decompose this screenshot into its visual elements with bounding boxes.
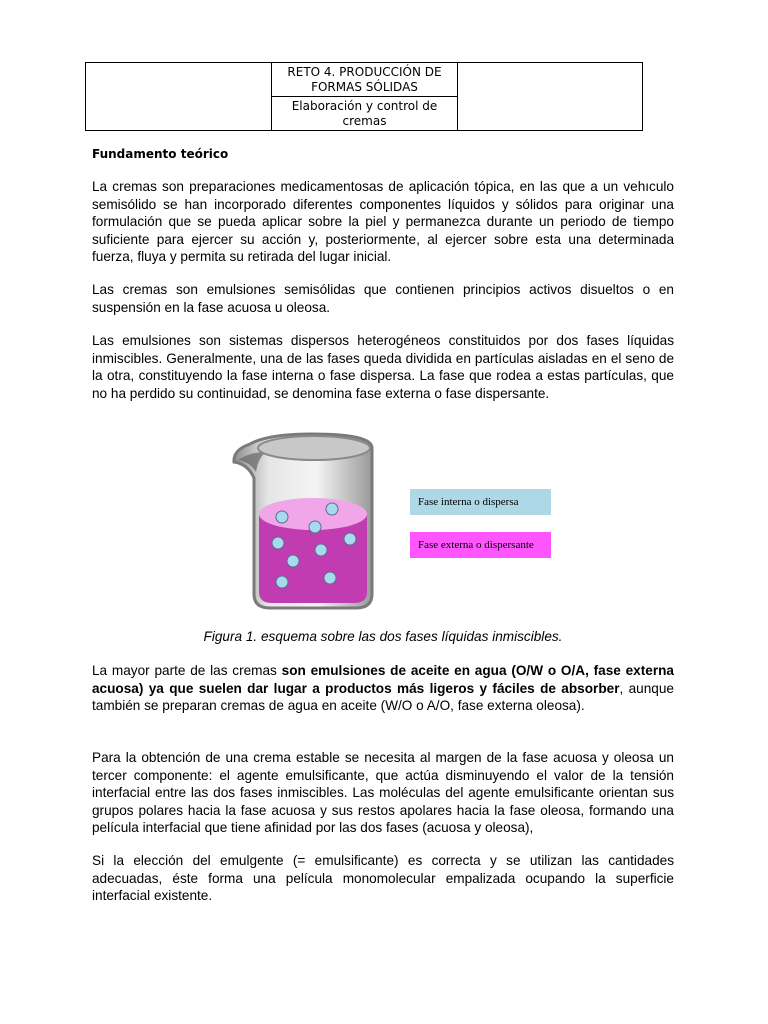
- header-title-line1: RETO 4. PRODUCCIÓN DE: [287, 64, 442, 79]
- paragraph-2: Las cremas son emulsiones semisólidas que contienen principios activos disueltos o en suspensión en la fase acuosa u oleosa.: [92, 282, 674, 315]
- legend-internal-phase: Fase interna o dispersa: [410, 489, 551, 515]
- paragraph-4-start: La mayor parte de las cremas: [92, 663, 282, 678]
- header-title-line2: FORMAS SÓLIDAS: [311, 79, 418, 94]
- paragraph-6: Si la elección del emulgente (= emulsificante) es correcta y se utilizan las cantidades adecuadas, éste forma una película monomolecular empalizada ocupando la superficie interfacial existente.: [92, 853, 674, 904]
- paragraph-5: Para la obtención de una crema estable se necesita al margen de la fase acuosa y oleosa un tercer componente: el agente emulsificante, que actúa disminuyendo el valor de la tensión interfacial entre las dos fases inmiscibles. Las moléculas del agente emulsificante orientan sus grupos polares hacia la fase acuosa y sus restos apolares hacia la fase oleosa, formando una película interfacial que tiene afinidad por las dos fases (acuosa y oleosa),: [92, 750, 674, 836]
- paragraph-3: Las emulsiones son sistemas dispersos heterogéneos constituidos por dos fases líquidas inmiscibles. Generalmente, una de las fases queda dividida en partículas aisladas en el seno de la otra, constituyendo la fase interna o fase dispersa. La fase que rodea a estas partículas, que no ha perdido su continuidad, se denomina fase externa o fase dispersante.: [92, 333, 674, 401]
- header-title-cell: [272, 63, 458, 97]
- paragraph-4-end: , aunque también se preparan cremas de agua en aceite (W/O o A/O, fase externa oleosa).: [92, 680, 674, 714]
- document-header-table: [85, 62, 643, 131]
- beaker-illustration: [228, 422, 393, 618]
- header-subtitle-cell: [272, 97, 458, 131]
- header-left-cell: [86, 63, 272, 131]
- legend-external-phase: Fase externa o dispersante: [410, 532, 551, 558]
- paragraph-1: La cremas son preparaciones medicamentosas de aplicación tópica, en las que a un vehıculo semisólido se han incorporado diferentes componentes líquidos y sólidos para originar una formulación que se pueda aplicar sobre la piel y permanezca durante un periodo de tiempo suficiente para ejercer su acción y, posteriormente, al ejercer sobre esta una determinada fuerza, fluya y permita su retirada del lugar inicial.: [92, 179, 674, 265]
- header-subtitle-line1: Elaboración y control de: [291, 98, 438, 113]
- figure-caption: Figura 1. esquema sobre las dos fases líquidas inmiscibles.: [203, 629, 563, 644]
- paragraph-4: [92, 662, 674, 715]
- section-heading: Fundamento teórico: [92, 147, 229, 161]
- header-right-cell: [458, 63, 643, 131]
- paragraph-4-bold: son emulsiones de aceite en agua (O/W o O/A, fase externa acuosa) ya que suelen dar lugar a productos más ligeros y fáciles de absorber: [92, 663, 674, 696]
- header-subtitle-line2: cremas: [342, 113, 387, 128]
- emulsion-figure: [228, 422, 568, 618]
